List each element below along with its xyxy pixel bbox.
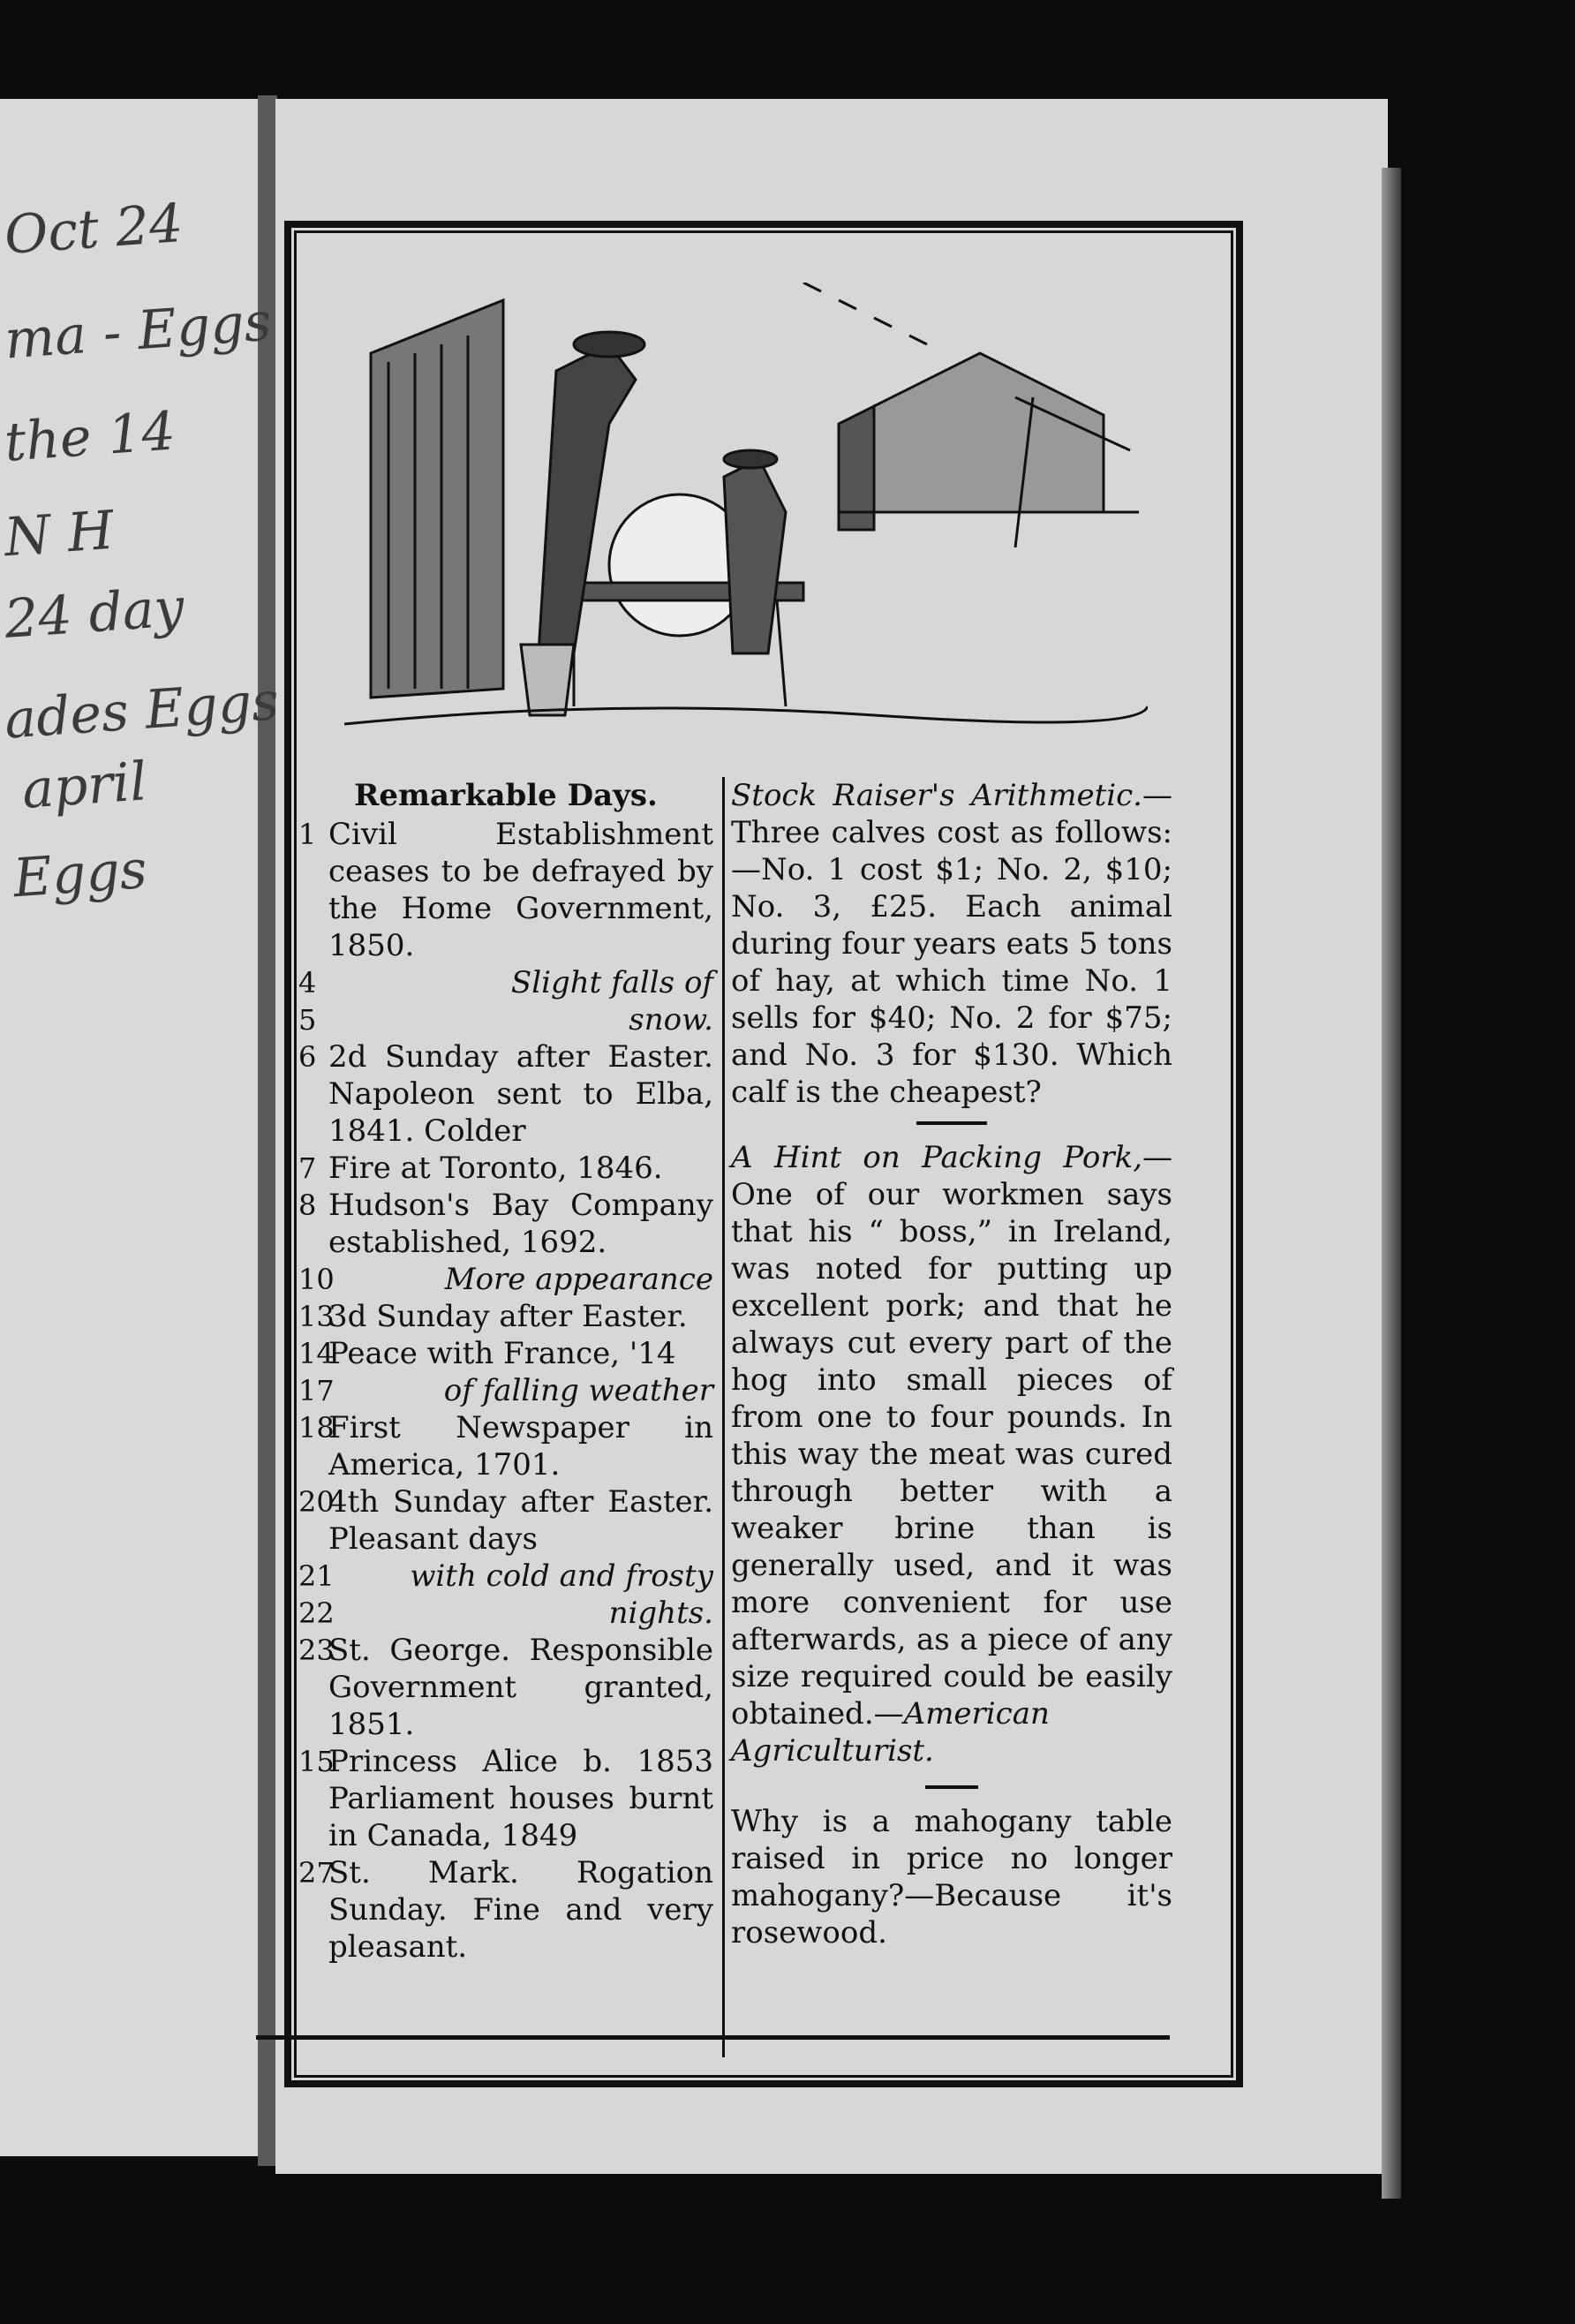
remarkable-days-column [298,777,713,1966]
entry-text: Civil Establishment ceases to be defrayed by the Home Government, 1850. [328,817,713,963]
day-number: 15 [298,1745,335,1778]
column-divider [722,777,725,2057]
list-item [298,1483,713,1558]
day-number: 21 [298,1559,335,1593]
day-number: 18 [298,1411,335,1445]
handwriting-line: Eggs [11,838,149,910]
day-number: 13 [298,1300,335,1333]
book-gutter [258,95,277,2166]
day-number: 8 [298,1188,317,1222]
article-title: Stock Raiser's Arithmetic. [731,778,1142,813]
handwriting-line: ades Eggs [2,670,282,751]
entry-text: St. George. Responsible Government granted, 1851. [328,1633,713,1742]
entry-text: of falling weather [443,1373,713,1408]
day-number: 5 [298,1003,317,1037]
list-item [298,1187,713,1261]
articles-column [731,777,1172,1962]
list-item [298,1409,713,1483]
day-number: 1 [298,818,317,851]
remarkable-days-heading: Remarkable Days. [354,778,658,813]
entry-text: 2d Sunday after Easter. Napoleon sent to Elba, 1841. Colder [328,1039,713,1149]
article-stock-raiser [731,777,1172,1111]
list-item [298,1261,713,1298]
entry-text: nights. [608,1596,713,1631]
list-item [298,816,713,964]
day-number: 10 [298,1263,335,1296]
entry-text: More appearance [444,1262,713,1297]
article-title: A Hint on Packing Pork, [731,1140,1142,1175]
handwriting-line: Oct 24 [2,192,185,267]
list-item [298,1038,713,1150]
entry-text: St. Mark. Rogation Sunday. Fine and very pleasant. [328,1855,713,1965]
article-riddle: Why is a mahogany table raised in price no longer mahogany?—Because it's rosewood. [731,1804,1172,1950]
list-item [298,1595,713,1632]
entry-text: 4th Sunday after Easter. Pleasant days [328,1484,713,1557]
handwriting-line: the 14 [2,400,177,474]
list-item [298,1558,713,1595]
list-item [298,1001,713,1038]
list-item [298,1854,713,1966]
list-item [298,1298,713,1335]
day-number: 17 [298,1374,335,1407]
entry-text: Fire at Toronto, 1846. [328,1151,663,1186]
woodcut-illustration [344,283,1148,742]
entry-text: snow. [629,1002,713,1038]
day-number: 22 [298,1596,335,1630]
separator-rule [916,1121,987,1125]
day-number: 14 [298,1337,335,1370]
separator-rule [925,1785,978,1789]
list-item [298,1372,713,1409]
day-number: 4 [298,966,317,1000]
article-body: —One of our workmen says that his “ boss,” in Ireland, was noted for putting up excellent pork; and that he always cut every part of the hog into small pieces of from one to four pounds. In this way the meat was cured through better with a weaker brine than is generally used, and it was more convenient for use afterwards, as a piece of any size required could be easily obtained.— [731,1140,1172,1732]
list-item [298,1150,713,1187]
entry-text: First Newspaper in America, 1701. [328,1410,713,1483]
article-body: —Three calves cost as follows:—No. 1 cost $1; No. 2, $10; No. 3, £25. Each animal during four years eats 5 tons of hay, at which time No. 1 sells for $40; No. 2 for $75; and No. 3 for $130. Which calf is the cheapest? [731,778,1172,1110]
list-item [298,1335,713,1372]
article-packing-pork [731,1139,1172,1769]
article-source: American Agriculturist. [731,1696,1050,1769]
list-item [298,1632,713,1743]
day-number: 6 [298,1040,317,1074]
entry-text: Slight falls of [510,965,713,1000]
entry-text: 3d Sunday after Easter. [328,1299,688,1334]
handwriting-line: N H [2,499,117,570]
handwriting-line: april [19,751,149,821]
list-item [298,1743,713,1854]
entry-text: with cold and frosty [410,1558,713,1594]
entry-text: Peace with France, '14 [328,1336,676,1371]
day-number: 7 [298,1151,317,1185]
entry-text: Hudson's Bay Company established, 1692. [328,1188,713,1260]
page-edge [1382,168,1401,2199]
entry-text: Princess Alice b. 1853 Parliament houses burnt in Canada, 1849 [328,1744,713,1853]
day-number: 27 [298,1856,335,1890]
list-item [298,964,713,1001]
bottom-rule [256,2035,1170,2040]
day-number: 23 [298,1634,335,1667]
day-number: 20 [298,1485,335,1519]
handwriting-line: 24 day [2,576,186,652]
handwriting-line: ma - Eggs [2,290,274,372]
